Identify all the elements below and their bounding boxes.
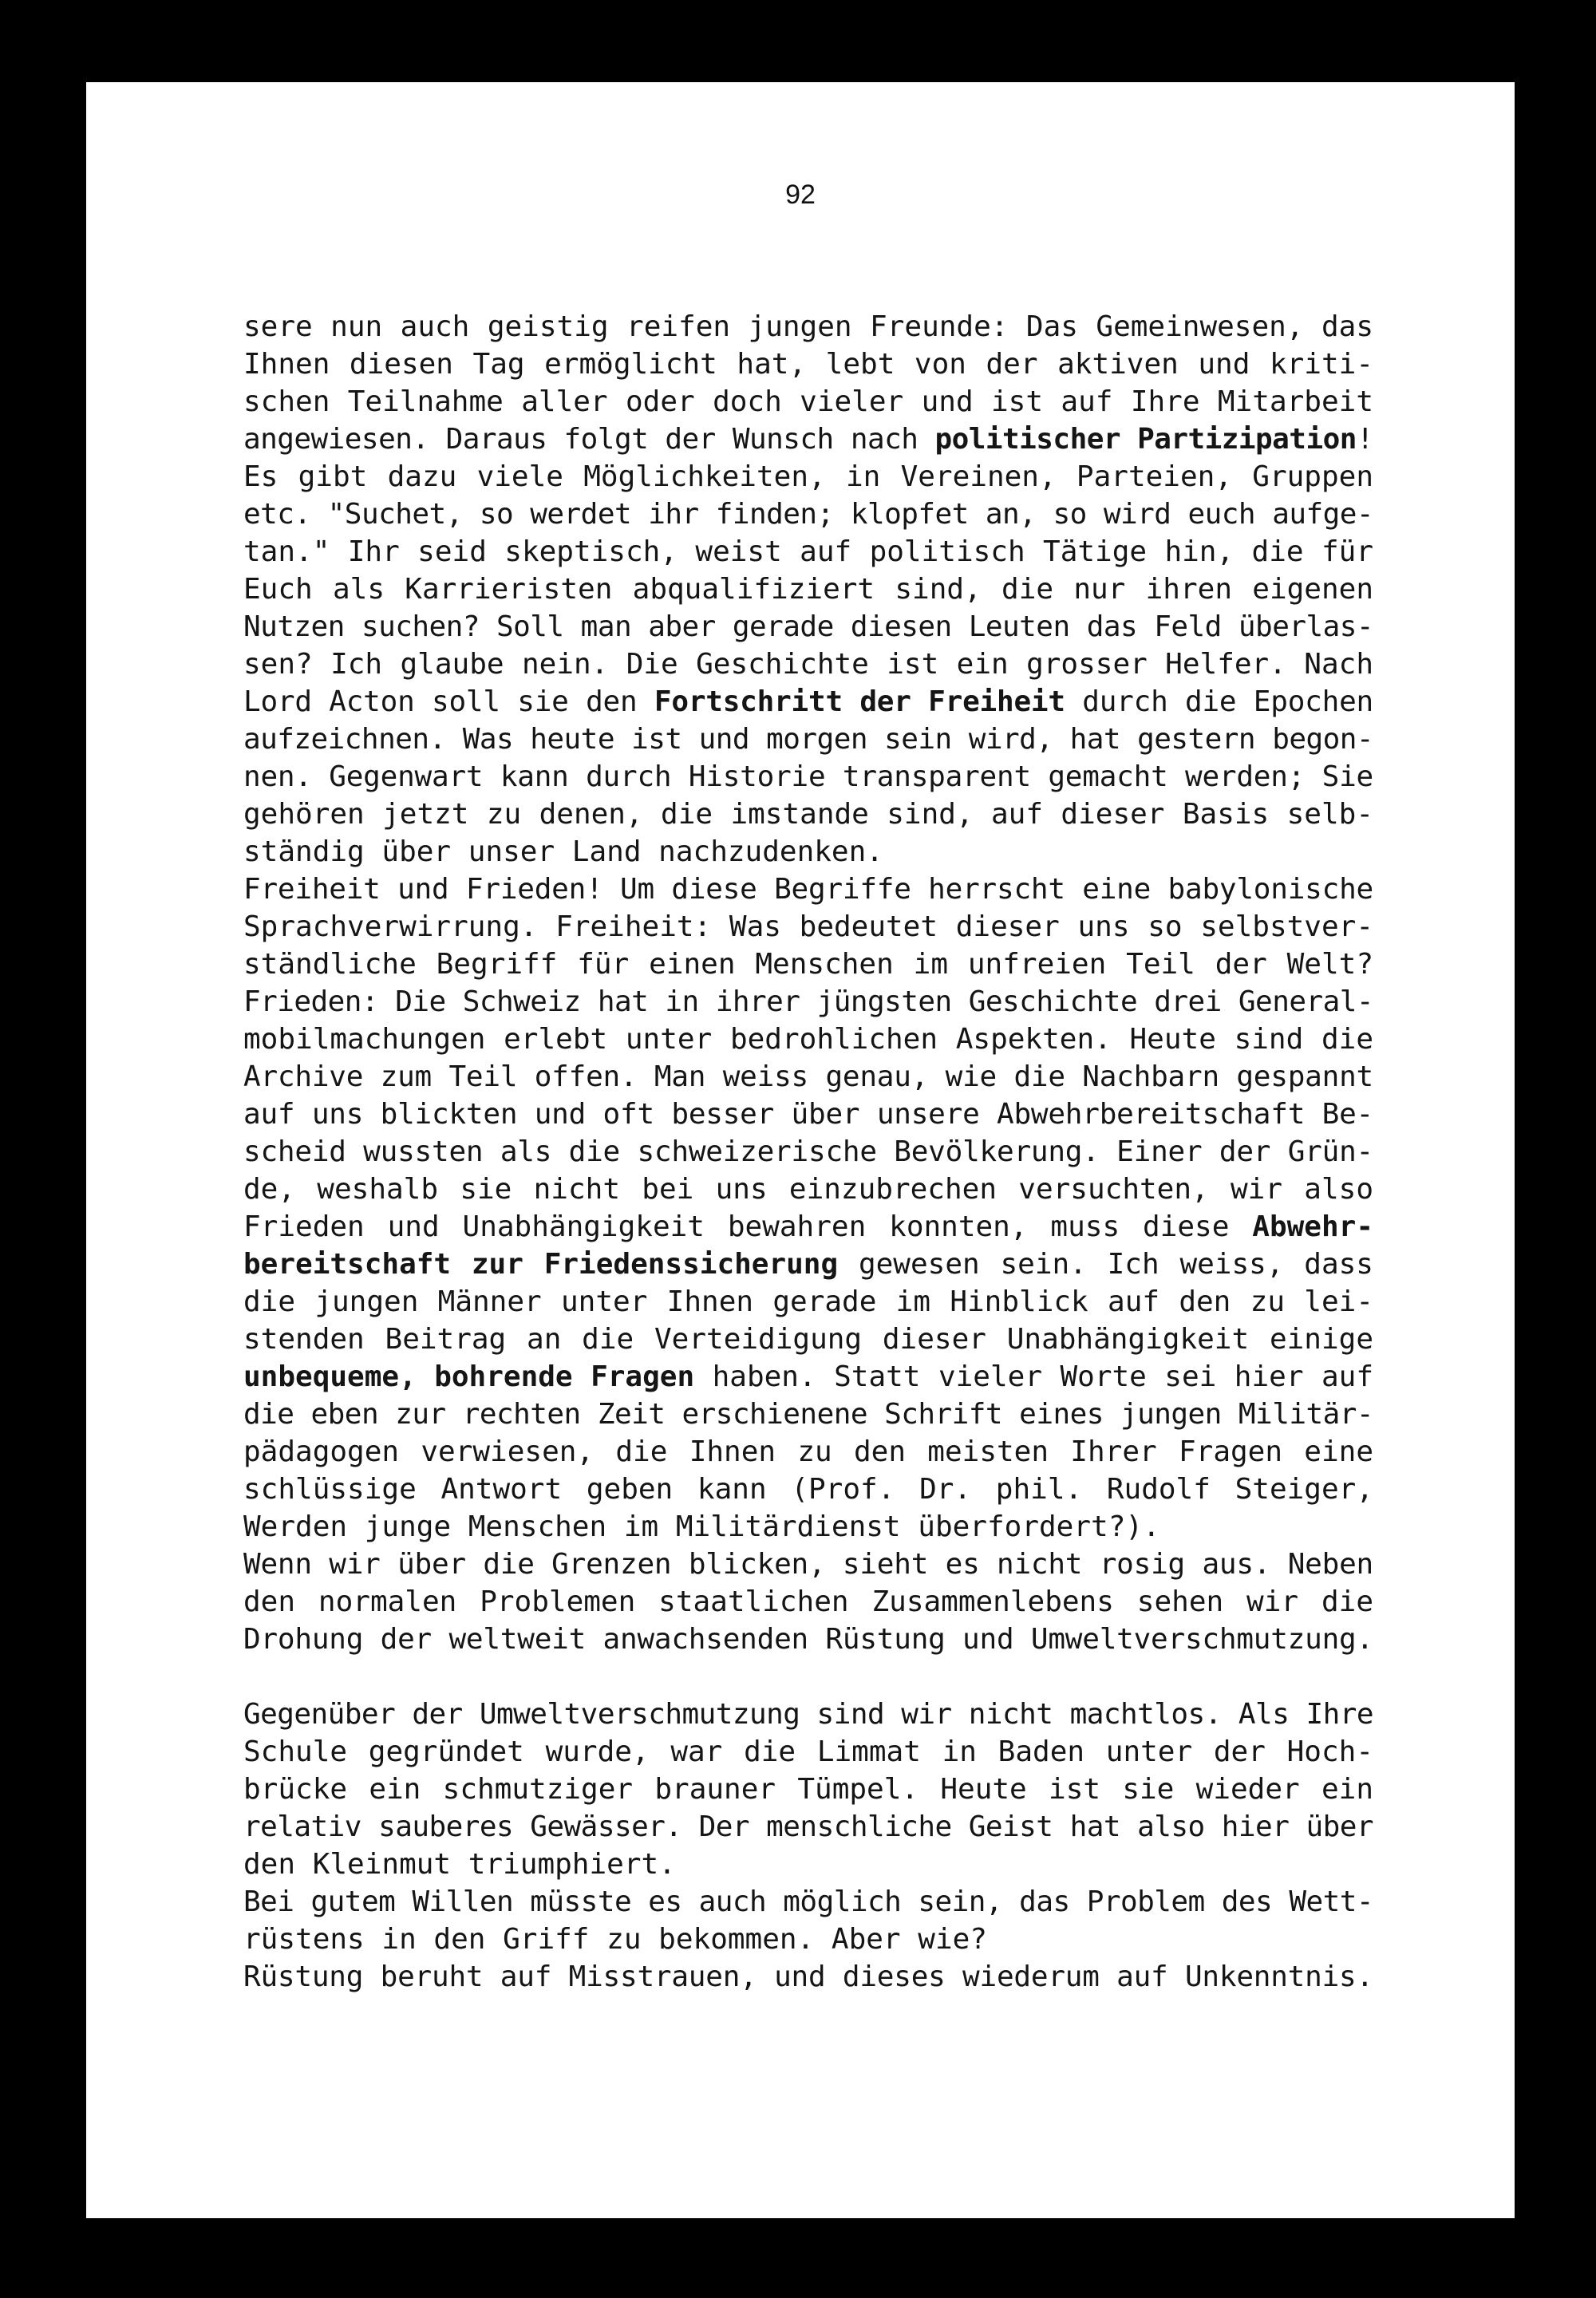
text-line: Archive zum Teil offen. Man weiss genau, wie die Nachbarn gespannt [243, 1060, 1373, 1093]
text-segment: ! [1356, 423, 1373, 456]
text-line: den Kleinmut triumphiert. [243, 1848, 676, 1881]
page-number: 92 [785, 180, 816, 210]
text-line: de, weshalb sie nicht bei uns einzubrechen versuchten, wir also [243, 1173, 1373, 1206]
text-line: Freiheit und Frieden! Um diese Begriffe herrscht eine babylonische [243, 873, 1373, 906]
text-line: den normalen Problemen staatlichen Zusammenlebens sehen wir die [243, 1585, 1373, 1618]
emphasized-text: politischer Partizipation [934, 423, 1357, 456]
text-line: tan." Ihr seid skeptisch, weist auf politisch Tätige hin, die für [243, 535, 1373, 568]
text-segment: Lord Acton soll sie den [243, 685, 654, 718]
text-line: Drohung der weltweit anwachsenden Rüstung und Umweltverschmutzung. [243, 1623, 1373, 1656]
text-line: schen Teilnahme aller oder doch vieler und ist auf Ihre Mitarbeit [243, 385, 1373, 418]
text-line: Nutzen suchen? Soll man aber gerade diesen Leuten das Feld überlas- [243, 610, 1373, 643]
text-line: Bei gutem Willen müsste es auch möglich sein, das Problem des Wett- [243, 1885, 1373, 1918]
text-line: Es gibt dazu viele Möglichkeiten, in Vereinen, Parteien, Gruppen [243, 460, 1373, 493]
text-line: Wenn wir über die Grenzen blicken, sieht es nicht rosig aus. Neben [243, 1548, 1373, 1581]
text-line: sen? Ich glaube nein. Die Geschichte ist ein grosser Helfer. Nach [243, 648, 1373, 681]
text-line: Frieden: Die Schweiz hat in ihrer jüngsten Geschichte drei General- [243, 985, 1373, 1018]
text-segment: Frieden und Unabhängigkeit bewahren konnten, muss diese [243, 1210, 1253, 1243]
text-line: gehören jetzt zu denen, die imstande sind, auf dieser Basis selb- [243, 798, 1373, 831]
text-line: aufzeichnen. Was heute ist und morgen sein wird, hat gestern begon- [243, 723, 1373, 756]
text-line [243, 1208, 1373, 1246]
text-line: Rüstung beruht auf Misstrauen, und dieses wiederum auf Unkenntnis. [243, 1960, 1373, 1993]
text-segment: angewiesen. Daraus folgt der Wunsch nach [243, 423, 935, 456]
text-line: Schule gegründet wurde, war die Limmat in Baden unter der Hoch- [243, 1735, 1373, 1768]
text-segment: haben. Statt vieler Worte sei hier auf [694, 1360, 1373, 1393]
emphasized-text: unbequeme, bohrende Fragen [243, 1360, 695, 1393]
text-line: stenden Beitrag an die Verteidigung dieser Unabhängigkeit einige [243, 1323, 1373, 1356]
text-line: nen. Gegenwart kann durch Historie transparent gemacht werden; Sie [243, 760, 1373, 793]
text-line: auf uns blickten und oft besser über unsere Abwehrbereitschaft Be- [243, 1098, 1373, 1131]
text-line: Gegenüber der Umweltverschmutzung sind wir nicht machtlos. Als Ihre [243, 1698, 1373, 1731]
emphasized-text: Abwehr- [1252, 1210, 1373, 1243]
text-line: relativ sauberes Gewässer. Der menschliche Geist hat also hier über [243, 1810, 1373, 1843]
text-segment: gewesen sein. Ich weiss, dass [838, 1248, 1373, 1281]
text-line: die jungen Männer unter Ihnen gerade im Hinblick auf den zu lei- [243, 1285, 1373, 1318]
document-page [86, 82, 1515, 2218]
emphasized-text: Fortschritt der Freiheit [654, 685, 1065, 718]
text-line: brücke ein schmutziger brauner Tümpel. Heute ist sie wieder ein [243, 1773, 1373, 1806]
text-line: scheid wussten als die schweizerische Bevölkerung. Einer der Grün- [243, 1135, 1373, 1168]
text-line: Euch als Karrieristen abqualifiziert sind, die nur ihren eigenen [243, 573, 1373, 606]
text-line: ständig über unser Land nachzudenken. [243, 835, 883, 868]
text-line: ständliche Begriff für einen Menschen im unfreien Teil der Welt? [243, 948, 1373, 981]
text-line: die eben zur rechten Zeit erschienene Schrift eines jungen Militär- [243, 1398, 1373, 1431]
text-line [243, 1246, 1373, 1283]
body-text [243, 308, 1373, 1996]
text-line [243, 683, 1373, 721]
text-segment: durch die Epochen [1065, 685, 1373, 718]
text-line: mobilmachungen erlebt unter bedrohlichen Aspekten. Heute sind die [243, 1023, 1373, 1056]
text-line: etc. "Suchet, so werdet ihr finden; klopfet an, so wird euch aufge- [243, 498, 1373, 531]
text-line: pädagogen verwiesen, die Ihnen zu den meisten Ihrer Fragen eine [243, 1435, 1373, 1468]
text-line: sere nun auch geistig reifen jungen Freunde: Das Gemeinwesen, das [243, 310, 1373, 343]
text-line [243, 421, 1373, 458]
text-line: rüstens in den Griff zu bekommen. Aber wie? [243, 1923, 987, 1956]
emphasized-text: bereitschaft zur Friedenssicherung [243, 1248, 839, 1281]
paragraph-gap [243, 1658, 1373, 1696]
text-line: schlüssige Antwort geben kann (Prof. Dr. phil. Rudolf Steiger, [243, 1473, 1373, 1506]
text-line [243, 1358, 1373, 1396]
text-line: Ihnen diesen Tag ermöglicht hat, lebt von der aktiven und kriti- [243, 348, 1373, 381]
text-line: Werden junge Menschen im Militärdienst überfordert?). [243, 1510, 1160, 1543]
text-line: Sprachverwirrung. Freiheit: Was bedeutet dieser uns so selbstver- [243, 910, 1373, 943]
